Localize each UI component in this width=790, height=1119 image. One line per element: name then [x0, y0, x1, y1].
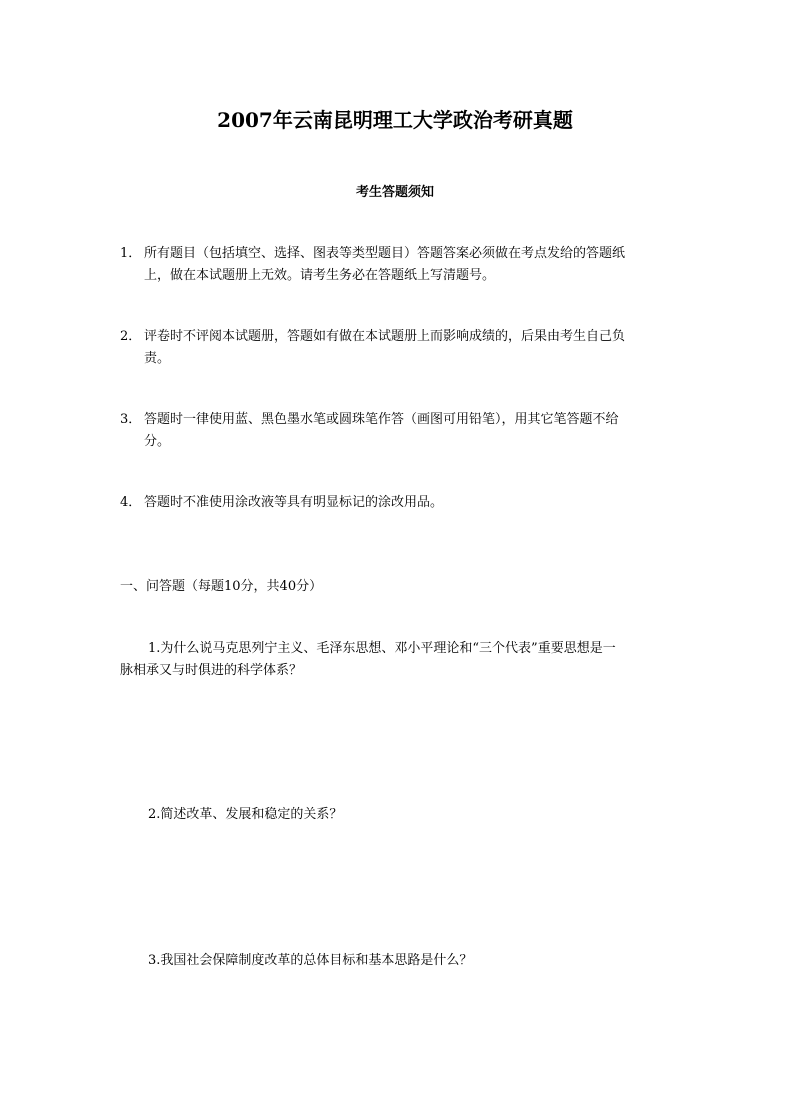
notice-item-2-text: 评卷时不评阅本试题册，答题如有做在本试题册上而影响成绩的，后果由考生自己负 [144, 329, 626, 344]
notice-item-1 [120, 243, 675, 287]
notice-item-3-line1 [120, 409, 675, 431]
question-3 [120, 950, 670, 972]
notice-item-4-text: 答题时不准使用涂改液等具有明显标记的涂改用品。 [144, 495, 444, 510]
notice-item-3 [120, 409, 675, 453]
question-2 [120, 804, 670, 826]
notice-item-1-line1 [120, 243, 675, 265]
question-1 [120, 638, 670, 682]
notice-item-3-line2: 分。 [144, 434, 171, 449]
notice-item-1-number: 1． [120, 246, 142, 261]
notice-item-1-text: 所有题目（包括填空、选择、图表等类型题目）答题答案必须做在考点发给的答题纸 [144, 246, 626, 261]
notice-item-2 [120, 326, 675, 370]
page-title: 2007年云南昆明理工大学政治考研真题 [217, 108, 573, 132]
section-heading: 一、问答题（每题10分，共40分） [120, 579, 323, 594]
notice-item-4-line1 [120, 492, 675, 514]
notice-item-1-line2: 上，做在本试题册上无效。请考生务必在答题纸上写清题号。 [144, 268, 496, 283]
question-1-line1: 1.为什么说马克思列宁主义、毛泽东思想、邓小平理论和“三个代表”重要思想是一 [148, 641, 616, 656]
notice-item-4-number: 4． [120, 495, 142, 510]
notice-item-2-number: 2． [120, 329, 142, 344]
notice-item-3-text: 答题时一律使用蓝、黑色墨水笔或圆珠笔作答（画图可用铅笔），用其它笔答题不给 [144, 412, 619, 427]
notice-item-4 [120, 492, 675, 514]
instructions-heading: 考生答题须知 [355, 185, 434, 200]
question-1-line2: 脉相承又与时俱进的科学体系？ [120, 663, 303, 678]
notice-item-3-number: 3． [120, 412, 142, 427]
question-2-line1: 2.简述改革、发展和稳定的关系？ [148, 807, 343, 822]
notice-item-2-line2: 责。 [144, 351, 171, 366]
notice-item-2-line1 [120, 326, 675, 348]
question-3-line1: 3.我国社会保障制度改革的总体目标和基本思路是什么？ [148, 953, 473, 968]
